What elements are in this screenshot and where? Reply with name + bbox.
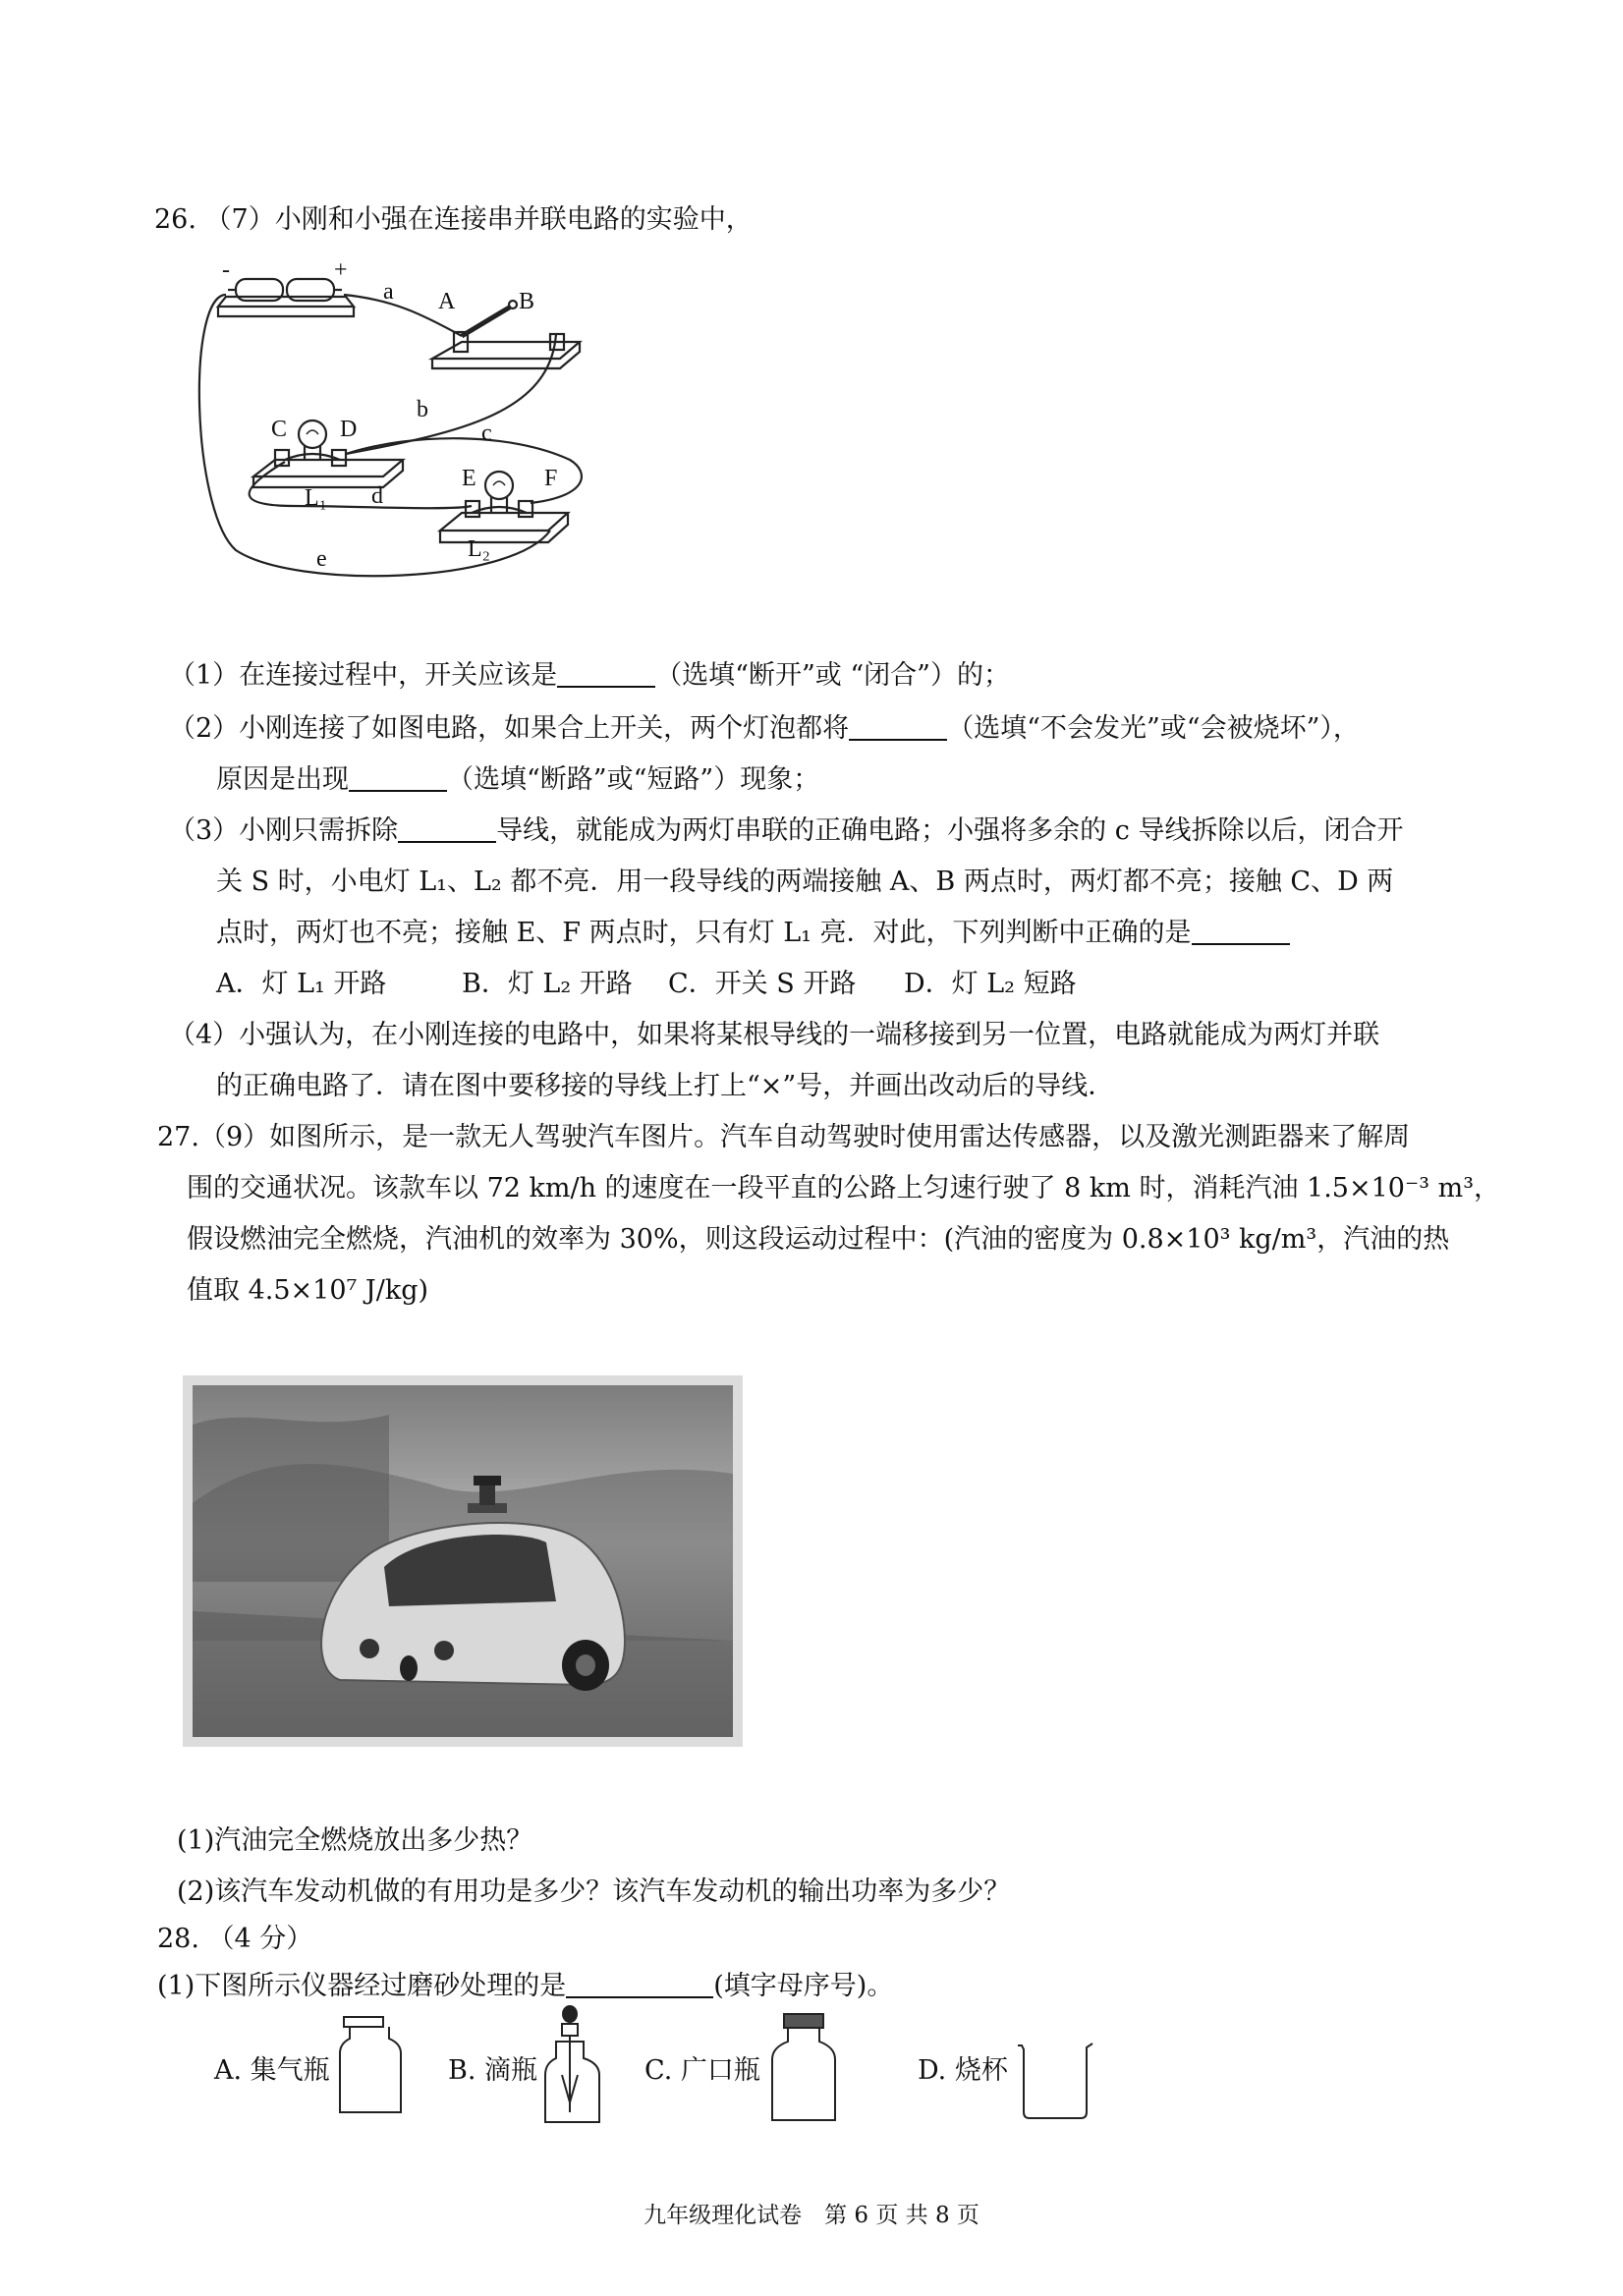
q28-part1: (1)下图所示仪器经过磨砂处理的是 (填字母序号)。 — [157, 1971, 894, 2001]
wire-a-label: a — [383, 279, 394, 305]
wire-d-label: d — [371, 483, 383, 509]
option-C: C．开关 S 开路 — [668, 969, 857, 999]
option-D: D．灯 L₂ 短路 — [904, 969, 1077, 999]
point-A-label: A — [438, 289, 456, 314]
q26-part3-line3: 点时，两灯也不亮；接触 E、F 两点时，只有灯 L₁ 亮．对此，下列判断中正确的是 — [216, 916, 1290, 951]
wire-c-label: c — [481, 420, 492, 446]
wire-e-label: e — [316, 546, 327, 572]
q27-line1: 27.（9）如图所示，是一款无人驾驶汽车图片。汽车自动驾驶时使用雷达传感器，以及激光测距器来了解周 — [157, 1122, 1411, 1152]
q26-part2-line2: 原因是出现 （选填“断路”或“短路”）现象； — [216, 764, 820, 795]
q26-part2-line1: （2）小刚连接了如图电路，如果合上开关，两个灯泡都将 （选填“不会发光”或“会被烧坏”）， — [169, 713, 1360, 744]
apparatus-B-label: B. 滴瓶 — [448, 2055, 538, 2086]
q26-part3-line2: 关 S 时，小电灯 L₁、L₂ 都不亮．用一段导线的两端接触 A、B 两点时，两灯都不亮；接触 C、D 两 — [216, 867, 1394, 897]
option-B: B．灯 L₂ 开路 — [462, 969, 633, 999]
point-F-label: F — [544, 466, 558, 491]
battery-plus-label: + — [334, 257, 348, 283]
point-C-label: C — [271, 417, 288, 442]
point-B-label: B — [519, 289, 535, 314]
q27-line4: 值取 4.5×10⁷ J/kg) — [187, 1275, 429, 1306]
lamp-L1-label: L₁ — [305, 485, 328, 511]
q26-part1: （1）在连接过程中，开关应该是 （选填“断开”或 “闭合”）的； — [169, 660, 1010, 691]
wire-b-label: b — [417, 397, 428, 422]
lamp-L2-label: L₂ — [468, 536, 491, 562]
q26-part4-line2: 的正确电路了．请在图中要移接的导线上打上“×”号，并画出改动后的导线． — [216, 1071, 1115, 1101]
q26-part4-line1: （4）小强认为，在小刚连接的电路中，如果将某根导线的一端移接到另一位置，电路就能成为两灯并联 — [169, 1020, 1380, 1050]
q26-part3-line1: （3）小刚只需拆除 导线，就能成为两灯串联的正确电路；小强将多余的 c 导线拆除以后，闭合开 — [169, 815, 1404, 846]
q28-heading: 28. （4 分） — [157, 1924, 313, 1954]
apparatus-A-label: A. 集气瓶 — [214, 2055, 330, 2086]
page-footer: 九年级理化试卷 第 6 页 共 8 页 — [644, 2203, 979, 2228]
q27-line2: 围的交通状况。该款车以 72 km/h 的速度在一段平直的公路上匀速行驶了 8 km 时，消耗汽油 1.5×10⁻³ m³， — [187, 1173, 1501, 1204]
battery-minus-label: - — [222, 257, 230, 283]
point-D-label: D — [340, 417, 358, 442]
point-E-label: E — [462, 466, 476, 491]
q26-heading: 26. （7）小刚和小强在连接串并联电路的实验中， — [154, 204, 753, 235]
apparatus-C-label: C. 广口瓶 — [644, 2055, 760, 2086]
apparatus-D-label: D. 烧杯 — [918, 2055, 1008, 2086]
q27-sub2: (2)该汽车发动机做的有用功是多少？该汽车发动机的输出功率为多少？ — [177, 1876, 1011, 1907]
q27-line3: 假设燃油完全燃烧，汽油机的效率为 30%，则这段运动过程中：(汽油的密度为 0.8×10³ kg/m³，汽油的热 — [187, 1224, 1450, 1255]
option-A: A．灯 L₁ 开路 — [216, 969, 387, 999]
q27-sub1: (1)汽油完全燃烧放出多少热？ — [177, 1825, 533, 1856]
